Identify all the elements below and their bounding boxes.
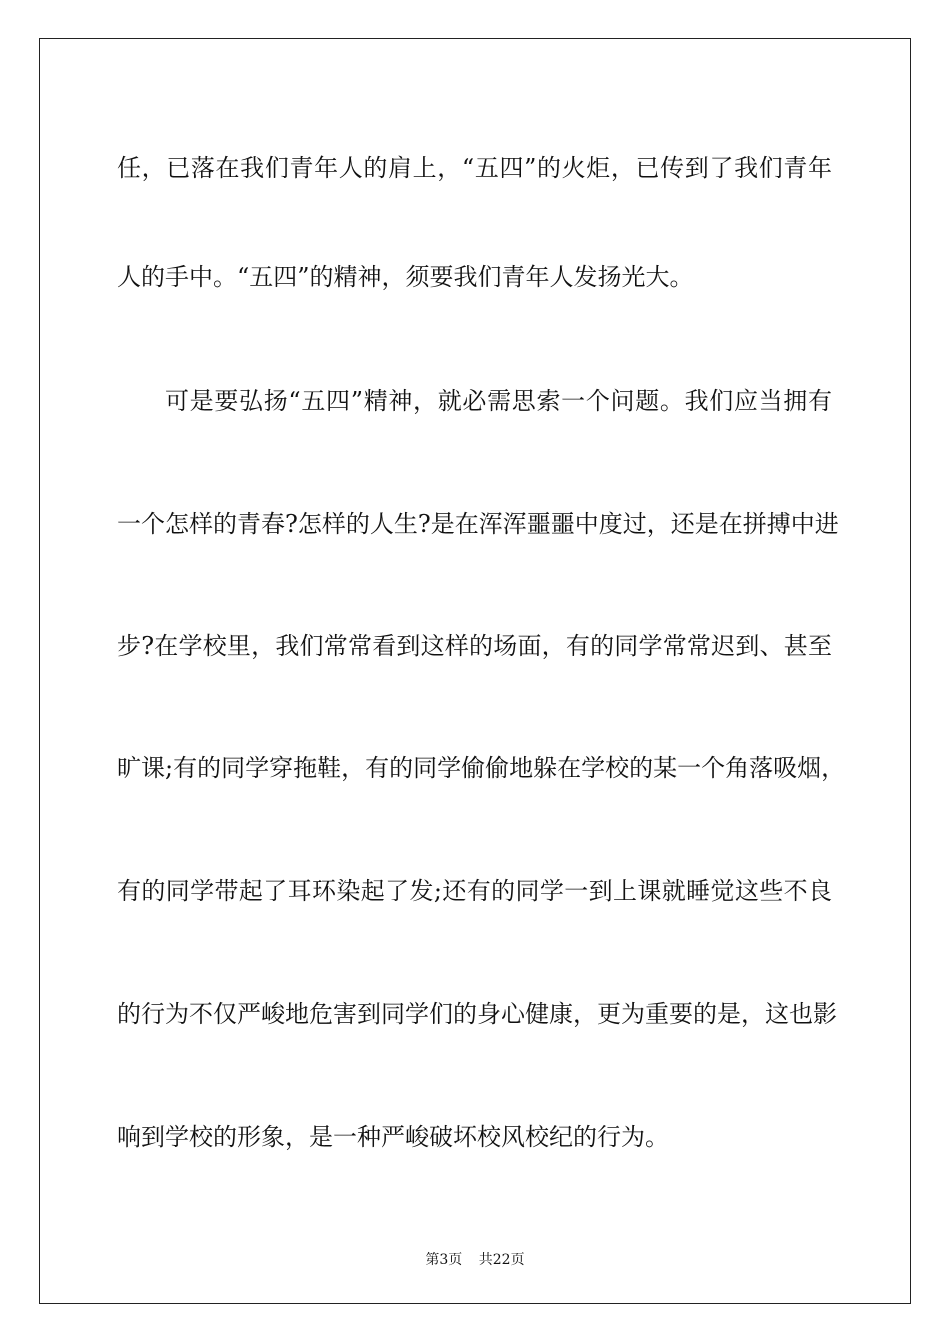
text-line: 响到学校的形象，是一种严峻破坏校风校纪的行为。 <box>117 1123 669 1151</box>
document-page <box>39 38 911 1304</box>
text-line: 旷课;有的同学穿拖鞋，有的同学偷偷地躲在学校的某一个角落吸烟， <box>117 754 846 782</box>
page-number: 第3页 <box>425 1252 463 1268</box>
page-footer <box>40 1249 910 1269</box>
text-line: 可是要弘扬“五四”精神，就必需思索一个问题。我们应当拥有 <box>165 387 832 415</box>
text-line: 人的手中。“五四”的精神，须要我们青年人发扬光大。 <box>117 263 694 291</box>
text-line: 的行为不仅严峻地危害到同学们的身心健康，更为重要的是，这也影 <box>117 1000 837 1028</box>
text-line: 有的同学带起了耳环染起了发;还有的同学一到上课就睡觉这些不良 <box>117 877 832 905</box>
text-line: 步?在学校里，我们常常看到这样的场面，有的同学常常迟到、甚至 <box>117 632 832 660</box>
total-pages: 共22页 <box>478 1252 525 1268</box>
text-line: 任，已落在我们青年人的肩上，“五四”的火炬，已传到了我们青年 <box>117 154 832 182</box>
text-line: 一个怎样的青春?怎样的人生?是在浑浑噩噩中度过，还是在拼搏中进 <box>117 510 839 538</box>
